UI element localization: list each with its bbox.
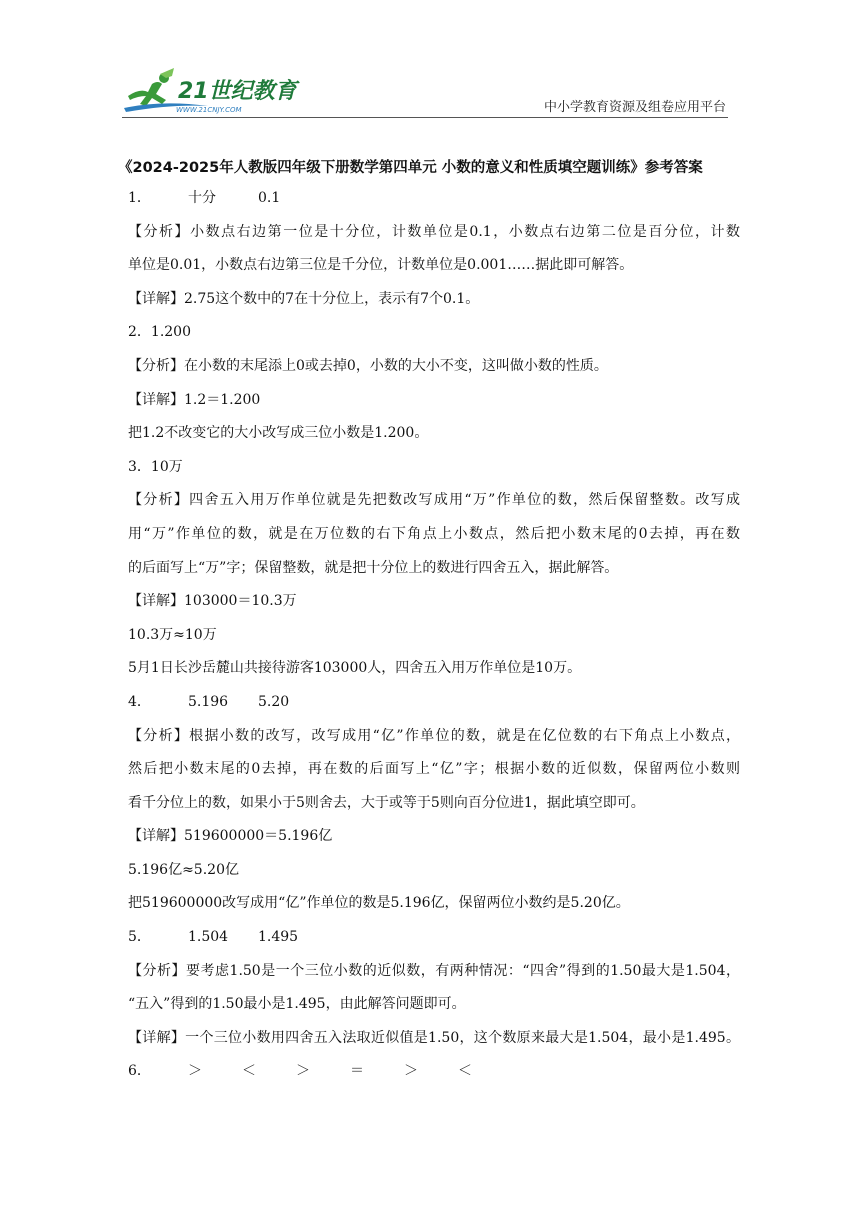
- text-line: 【详解】一个三位小数用四舍五入法取近似值是1.50，这个数原来最大是1.504，最小是1.495。: [128, 1029, 740, 1046]
- text-line: 把519600000改写成用“亿”作单位的数是5.196亿，保留两位小数约是5.20亿。: [128, 895, 630, 912]
- page-header: [122, 66, 728, 118]
- text-line: 【分析】要考虑1.50是一个三位小数的近似数，有两种情况：“四舍”得到的1.50最大是1.504，: [128, 962, 740, 979]
- answer-value: 0.1: [258, 190, 281, 206]
- answer-row: [128, 182, 740, 216]
- text-line: 把1.2不改变它的大小改写成三位小数是1.200。: [128, 425, 429, 442]
- comparison-symbol: ＝: [350, 1063, 364, 1080]
- answer-content: [128, 182, 740, 1089]
- text-line: 的后面写上“万”字；保留整数，就是把十分位上的数进行四舍五入，据此解答。: [128, 559, 619, 576]
- text-line: 【详解】519600000＝5.196亿: [128, 828, 333, 845]
- text-line: 然后把小数末尾的0去掉，再在数的后面写上“亿”字；根据小数的近似数，保留两位小数则: [128, 761, 740, 778]
- text-line: 5月1日长沙岳麓山共接待游客103000人，四舍五入用万作单位是10万。: [128, 660, 582, 677]
- comparison-symbol: ＞: [188, 1063, 202, 1080]
- comparison-symbol: ＞: [296, 1063, 310, 1080]
- question-number: 5．: [128, 929, 151, 946]
- text-line: “五入”得到的1.50最小是1.495，由此解答问题即可。: [128, 996, 466, 1013]
- answer-value: 1.504: [188, 929, 229, 946]
- logo-runner-icon: [122, 66, 302, 116]
- comparison-symbol: ＜: [458, 1063, 472, 1080]
- text-line: 看千分位上的数，如果小于5则舍去，大于或等于5则向百分位进1，据此填空即可。: [128, 794, 645, 811]
- text-line: 【分析】根据小数的改写，改写成用“亿”作单位的数，就是在亿位数的右下角点上小数点，: [128, 727, 740, 744]
- header-divider: [122, 117, 728, 118]
- answer-row: [128, 921, 740, 955]
- text-line: 【分析】小数点右边第一位是十分位，计数单位是0.1，小数点右边第二位是百分位，计数: [128, 223, 740, 240]
- text-line: 【详解】103000＝10.3万: [128, 593, 297, 610]
- text-line: 【详解】1.2＝1.200: [128, 391, 261, 408]
- answer-value: 5.20: [258, 693, 290, 710]
- text-line: 【分析】在小数的末尾添上0或去掉0，小数的大小不变，这叫做小数的性质。: [128, 357, 608, 374]
- text-line: 10.3万≈10万: [128, 626, 217, 643]
- logo-url: WWW.21CNJY.COM: [176, 106, 242, 114]
- header-tagline: 中小学教育资源及组卷应用平台: [543, 100, 726, 115]
- question-number: 6．: [128, 1063, 151, 1080]
- question-number: 1．: [128, 190, 151, 206]
- answer-row: [128, 686, 740, 720]
- text-line: 【分析】四舍五入用万作单位就是先把数改写成用“万”作单位的数，然后保留整数。改写成: [128, 492, 740, 509]
- comparison-symbol: ＞: [404, 1063, 418, 1080]
- answer-value: 十分: [188, 190, 216, 206]
- answer-value: 1.495: [258, 929, 299, 946]
- question-number: 4．: [128, 693, 151, 710]
- text-line: 单位是0.01，小数点右边第三位是千分位，计数单位是0.001……据此即可解答。: [128, 257, 634, 274]
- document-title: 《2024-2025年人教版四年级下册数学第四单元 小数的意义和性质填空题训练》参考答案: [118, 160, 703, 176]
- logo: [122, 66, 302, 116]
- text-line: 用“万”作单位的数，就是在万位数的右下角点上小数点，然后把小数末尾的0去掉，再在数: [128, 525, 740, 542]
- comparison-symbol: ＜: [242, 1063, 256, 1080]
- logo-text: 21世纪教育: [178, 79, 297, 104]
- text-line: 5.196亿≈5.20亿: [128, 861, 239, 878]
- text-line: 【详解】2.75这个数中的7在十分位上，表示有7个0.1。: [128, 290, 480, 307]
- answer-value: 5.196: [188, 693, 229, 710]
- text-line: 3．10万: [128, 458, 183, 475]
- comparison-answer-row: [128, 1055, 740, 1089]
- text-line: 2．1.200: [128, 324, 191, 341]
